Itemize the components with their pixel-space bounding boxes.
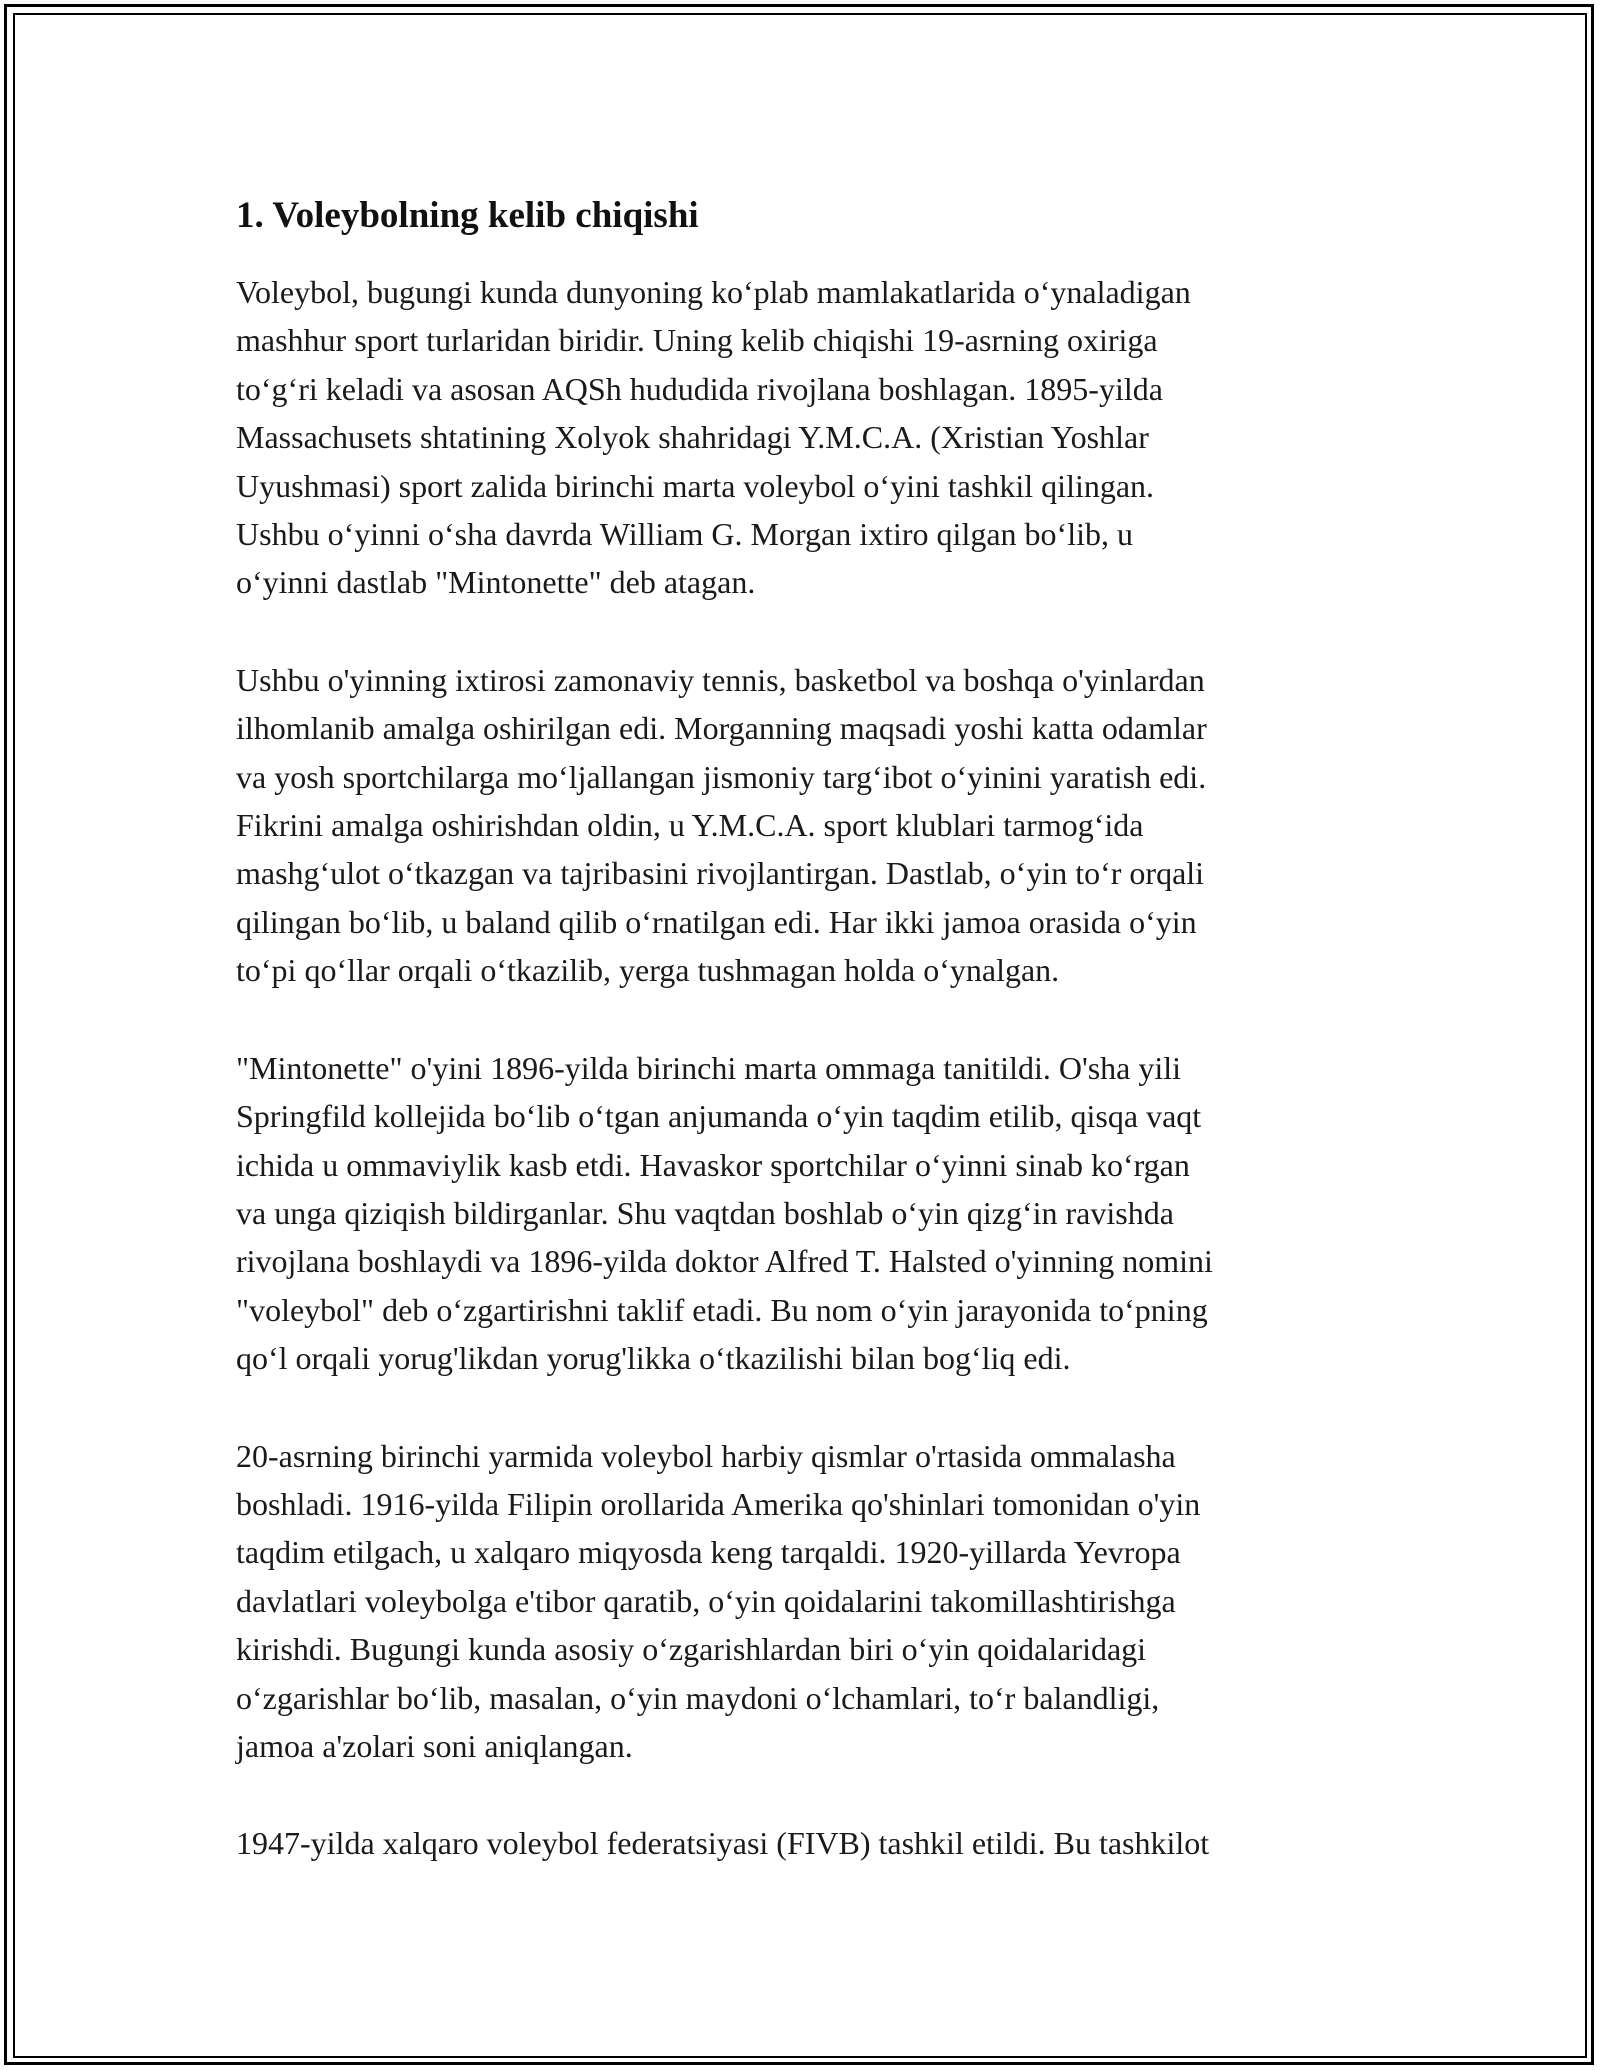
text-line: boshladi. 1916-yilda Filipin orollarida Amerika qo'shinlari tomonidan o'yin [236,1485,1201,1522]
paragraph-invention [236,656,1366,995]
text-line: kirishdi. Bugungi kunda asosiy o‘zgarishlardan biri o‘yin qoidalaridagi [236,1631,1147,1668]
text-line: Springfild kollejida bo‘lib o‘tgan anjumanda o‘yin taqdim etilib, qisqa vaqt [236,1098,1202,1135]
text-line: o‘yinni dastlab "Mintonette" deb atagan. [236,564,756,601]
text-line: Ushbu o'yinning ixtirosi zamonaviy tennis, basketbol va boshqa o'yinlardan [236,661,1205,698]
text-line: rivojlana boshlaydi va 1896-yilda doktor Alfred T. Halsted o'yinning nomini [236,1243,1213,1280]
text-line: Ushbu o‘yinni o‘sha davrda William G. Morgan ixtiro qilgan bo‘lib, u [236,516,1133,553]
text-line: jamoa a'zolari soni aniqlangan. [236,1727,633,1764]
text-line: to‘g‘ri keladi va asosan AQSh hududida rivojlana boshlagan. 1895-yilda [236,370,1163,407]
paragraph-20th-century [236,1432,1366,1771]
document-body [236,186,1366,1917]
text-line: ilhomlanib amalga oshirilgan edi. Morganning maqsadi yoshi katta odamlar [236,710,1207,747]
text-line: Voleybol, bugungi kunda dunyoning ko‘plab mamlakatlarida o‘ynaladigan [236,274,1191,310]
text-line: va unga qiziqish bildirganlar. Shu vaqtdan boshlab o‘yin qizg‘in ravishda [236,1194,1174,1231]
text-line: davlatlari voleybolga e'tibor qaratib, o‘yin qoidalarini takomillashtirishga [236,1582,1176,1619]
text-line: o‘zgarishlar bo‘lib, masalan, o‘yin maydoni o‘lchamlari, to‘r balandligi, [236,1679,1160,1716]
text-line: "Mintonette" o'yini 1896-yilda birinchi marta ommaga tanitildi. O'sha yili [236,1049,1182,1086]
paragraph-origin [236,268,1366,607]
text-line: 1947-yilda xalqaro voleybol federatsiyasi (FIVB) tashkil etildi. Bu tashkilot [236,1825,1210,1862]
text-line: "voleybol" deb o‘zgartirishni taklif etadi. Bu nom o‘yin jarayonida to‘pning [236,1291,1208,1328]
text-line: qo‘l orqali yorug'likdan yorug'likka o‘tkazilishi bilan bog‘liq edi. [236,1340,1071,1377]
text-line: ichida u ommaviylik kasb etdi. Havaskor sportchilar o‘yinni sinab ko‘rgan [236,1146,1190,1183]
text-line: mashg‘ulot o‘tkazgan va tajribasini rivojlantirgan. Dastlab, o‘yin to‘r orqali [236,855,1205,892]
text-line: va yosh sportchilarga mo‘ljallangan jismoniy targ‘ibot o‘yinini yaratish edi. [236,758,1207,795]
text-line: taqdim etilgach, u xalqaro miqyosda keng tarqaldi. 1920-yillarda Yevropa [236,1534,1181,1571]
text-line: to‘pi qo‘llar orqali o‘tkazilib, yerga tushmagan holda o‘ynalgan. [236,952,1060,989]
text-line: mashhur sport turlaridan biridir. Uning kelib chiqishi 19-asrning oxiriga [236,322,1158,359]
paragraph-fivb [236,1819,1366,1867]
section-heading: 1. Voleybolning kelib chiqishi [236,195,699,236]
text-line: Uyushmasi) sport zalida birinchi marta voleybol o‘yini tashkil qilingan. [236,467,1155,504]
text-line: Fikrini amalga oshirishdan oldin, u Y.M.C.A. sport klublari tarmog‘ida [236,807,1144,844]
text-line: Massachusets shtatining Xolyok shahridagi Y.M.C.A. (Xristian Yoshlar [236,419,1149,456]
text-line: qilingan bo‘lib, u baland qilib o‘rnatilgan edi. Har ikki jamoa orasida o‘yin [236,903,1197,940]
text-line: 20-asrning birinchi yarmida voleybol harbiy qismlar o'rtasida ommalasha [236,1437,1176,1474]
paragraph-mintonette [236,1044,1366,1383]
